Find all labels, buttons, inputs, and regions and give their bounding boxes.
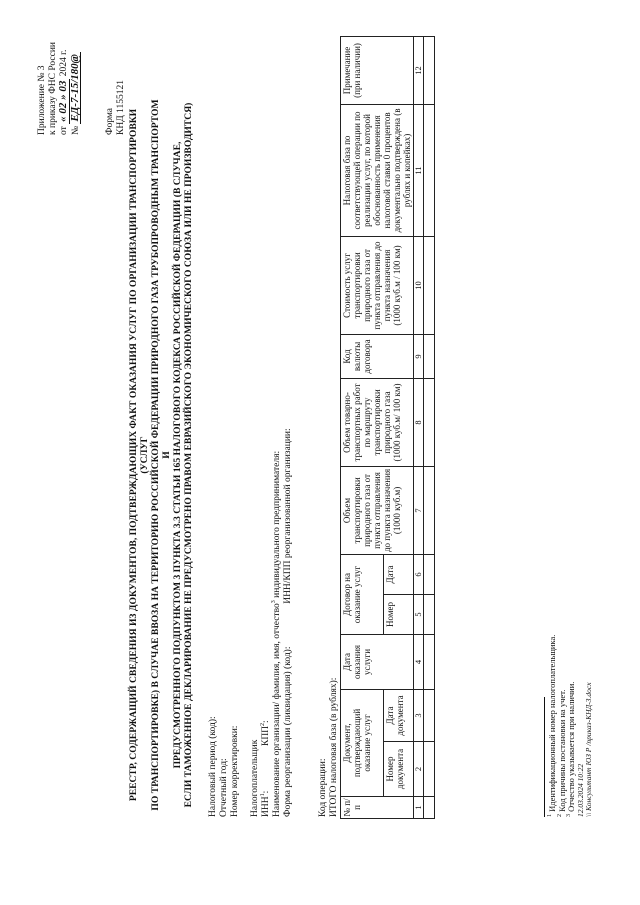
form-label: Форма — [105, 107, 115, 135]
title-line: ПРЕДУСМОТРЕННОГО ПОДПУНКТОМ 3 ПУНКТА 3.3 СТАТЬИ 165 НАЛОГОВОГО КОДЕКСА РОССИЙСКОЙ ФЕДЕРАЦИИ (В СЛУЧАЕ, — [172, 141, 183, 769]
col-header-contract-date: Дата — [384, 554, 414, 594]
cell — [424, 742, 435, 797]
col-header-tax-base: Налоговая база по соответствующей операции по реализации услуг, по которой обоснованность применения налоговой ставки 0 процентов документально подтверждена (в рублях и копейках) — [341, 104, 414, 236]
cell — [424, 334, 435, 378]
column-number-row — [414, 36, 424, 818]
reorg-inn-field: ИНН/КПП реорганизованной организации: — [282, 428, 293, 604]
operation-code-field: Код операции: — [318, 758, 328, 817]
table-row — [424, 36, 435, 818]
cell — [424, 634, 435, 689]
form-label-block — [105, 80, 126, 135]
title-line: ПО ТРАНСПОРТИРОВКЕ) В СЛУЧАЕ ВВОЗА НА ТЕРРИТОРИЮ РОССИЙСКОЙ ФЕДЕРАЦИИ ПРИРОДНОГО ГАЗА ТРУБОПРОВОДНЫМ ТРАНСПОРТОМ И — [150, 99, 172, 811]
col-header-cost: Стоимость услуг транспортировки природного газа от пункта отправления до пункта назначения (1000 куб.м / 100 км) — [341, 236, 414, 334]
col-header-note: Примечание (при наличии) — [341, 36, 414, 104]
cell — [424, 797, 435, 819]
column-number: 10 — [414, 236, 424, 334]
order-number: № ЕД-7-15/180@ — [68, 54, 81, 135]
report-year-field: Отчетный год: — [218, 758, 229, 817]
column-number: 1 — [414, 797, 424, 819]
appendix-number: Приложение № 3 — [37, 65, 47, 135]
knd-code: КНД 1155121 — [115, 80, 126, 135]
footnotes — [548, 635, 594, 817]
col-header-service-date: Дата оказания услуги — [341, 634, 414, 689]
order-reference: к приказу ФНС России — [47, 42, 58, 135]
register-table — [340, 36, 435, 819]
column-number: 12 — [414, 36, 424, 104]
cell — [424, 466, 435, 554]
col-header-work-volume: Объем товарно-транспортных работ по маршруту транспортировки природного газа (1000 куб.м/ 100 км) — [341, 378, 414, 466]
cell — [424, 104, 435, 236]
cell — [424, 689, 435, 741]
column-number: 7 — [414, 466, 424, 554]
col-header-num: № п/ п — [341, 797, 414, 819]
print-stamp-file: \\ Консультант ЮЗ Р /приказ-КНД-3.docx — [584, 682, 594, 817]
operation-block — [318, 678, 340, 817]
tax-period-field: Налоговый период (код): — [208, 716, 218, 817]
col-header-doc-number: Номер документа — [384, 742, 414, 797]
title-line: ЕСЛИ ТАМОЖЕННОЕ ДЕКЛАРИРОВАНИЕ НЕ ПРЕДУСМОТРЕНО ПРАВОМ ЕВРАЗИЙСКОГО ЭКОНОМИЧЕСКОГО СОЮЗА ИЛИ НЕ ПРОИЗВОДИТСЯ) — [183, 102, 194, 808]
org-name-field: Наименование организации/ фамилия, имя, отчество$^3$ индивидуального предпринимателя: — [270, 450, 282, 817]
cell — [424, 554, 435, 594]
column-number: 5 — [414, 594, 424, 634]
column-number: 9 — [414, 334, 424, 378]
handwritten-order-number: ЕД-7-15/180@ — [68, 54, 81, 122]
column-number: 11 — [414, 104, 424, 236]
correction-number-field: Номер корректировки: — [229, 725, 240, 817]
document-title — [128, 95, 194, 815]
column-number: 4 — [414, 634, 424, 689]
reorg-form-field: Форма реорганизации (ликвидация) (код): — [282, 646, 293, 817]
cell — [424, 36, 435, 104]
order-date: от « 02 » 03 2024 г. — [57, 49, 69, 135]
title-line: РЕЕСТР, СОДЕРЖАЩИЙ СВЕДЕНИЯ ИЗ ДОКУМЕНТОВ, ПОДТВЕРЖДАЮЩИХ ФАКТ ОКАЗАНИЯ УСЛУГ ПО ОРГАНИЗАЦИИ ТРАНСПОРТИРОВКИ (УСЛУГ — [128, 108, 150, 802]
header-row — [341, 36, 384, 818]
cell — [424, 236, 435, 334]
approval-block — [37, 5, 81, 135]
col-header-doc-date: Дата документа — [384, 689, 414, 741]
col-header-currency: Код валюты договора — [341, 334, 414, 378]
col-header-contract-number: Номер — [384, 594, 414, 634]
cell — [424, 594, 435, 634]
footnote-separator — [544, 697, 545, 817]
col-header-contract: Договор на оказание услуг — [341, 554, 384, 634]
header-fields — [208, 428, 294, 817]
handwritten-date: « 02 » 03 — [57, 80, 69, 122]
footnote-2: $^2$ Код причины постановки на учет. — [556, 689, 567, 817]
column-number: 6 — [414, 554, 424, 594]
footnote-1: $^1$ Идентификационный номер налогоплательщика. — [547, 634, 557, 817]
column-number: 2 — [414, 742, 424, 797]
taxpayer-label: Налогоплательщик — [250, 739, 261, 817]
print-stamp-date: 12.03.2024 10:22 — [575, 763, 585, 817]
total-tax-base-field: ИТОГО налоговая база (в рублях): — [328, 677, 339, 817]
footnote-3: $^3$ Отчество указывается при наличии. — [566, 681, 577, 817]
column-number: 8 — [414, 378, 424, 466]
col-header-document: Документ, подтверждающий оказание услуг — [341, 689, 384, 796]
col-header-transport-volume: Объем транспортировки природного газа от пункта отправления до пункта назначения (1000 куб.м) — [341, 466, 414, 554]
kpp-field: КПП — [261, 725, 272, 747]
column-number: 3 — [414, 689, 424, 741]
reorg-row — [283, 428, 294, 817]
inn-field: ИНН$^1$: КПП$^2$: — [260, 720, 272, 817]
cell — [424, 378, 435, 466]
